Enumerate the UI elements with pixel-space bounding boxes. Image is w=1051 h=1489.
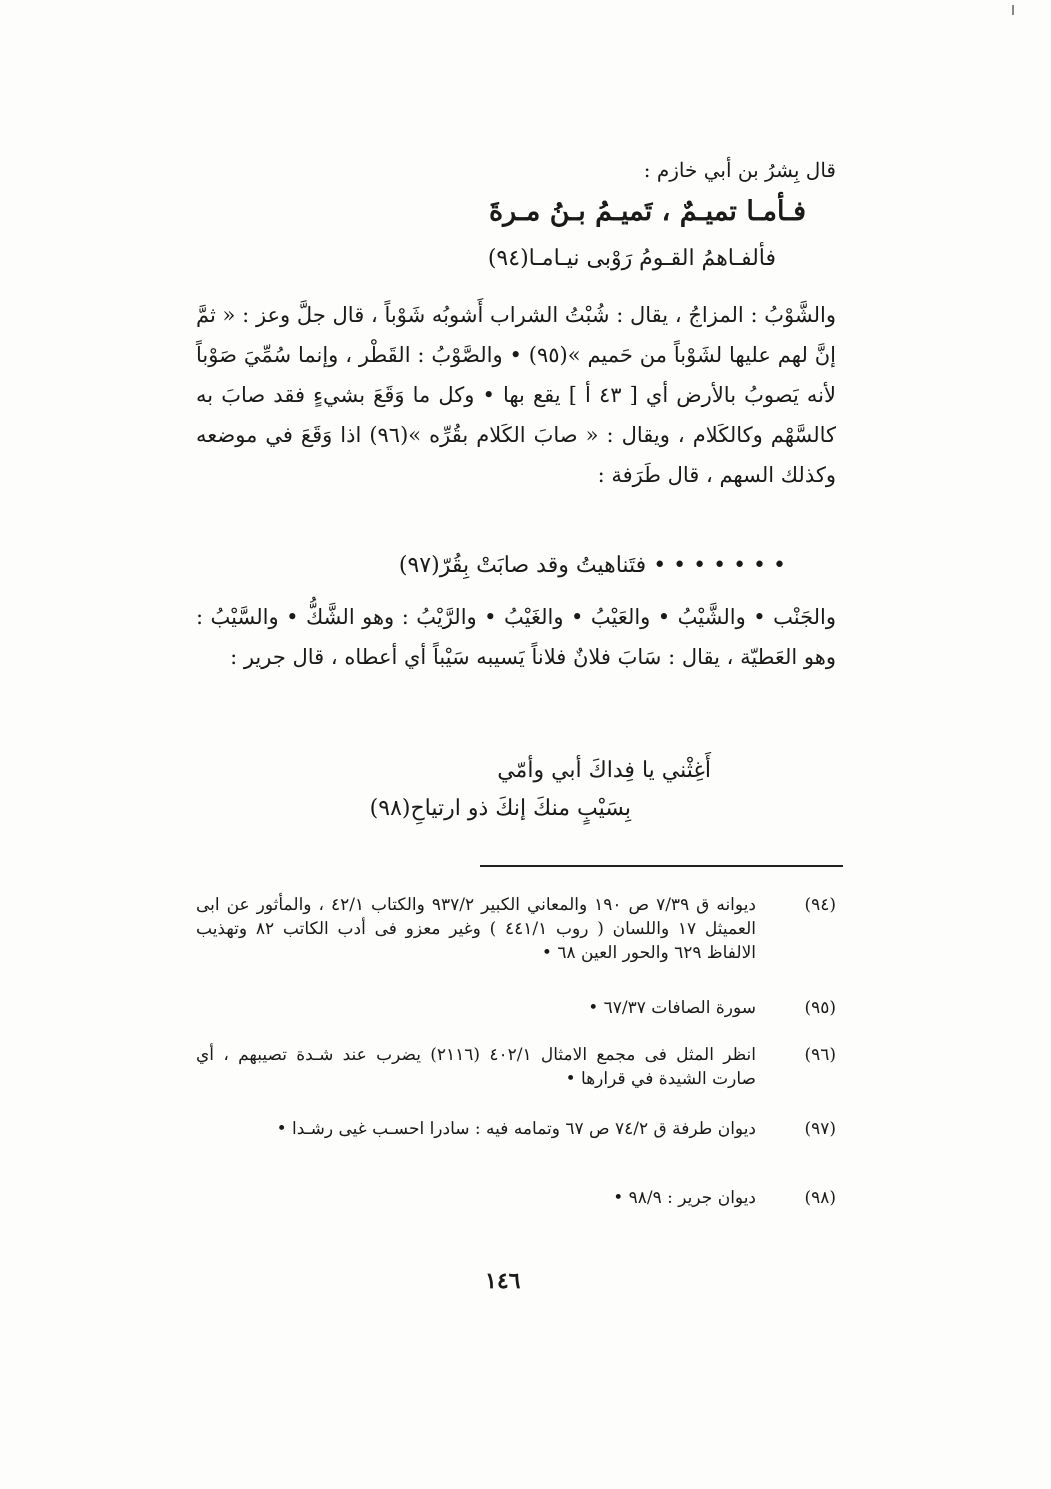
footnote-number: (٩٧) [804,1119,836,1139]
footnote-number: (٩٥) [804,998,836,1018]
footnote-text: ديوان طرفة ق ٧٤/٢ ص ٦٧ وتمامه فيه : سادرا احسـب غيى رشـدا • [276,1119,756,1139]
footnote-98 [196,1186,836,1210]
verse-1-second-hemistich: فألفـاهمُ القـومُ رَوْبى نيـامـا(٩٤) [487,246,776,271]
footnote-number: (٩٤) [804,895,836,915]
page-number: ١٤٦ [485,1268,521,1294]
verse-jarir-second-hemistich: بِسَيْبٍ منكَ إنكَ ذو ارتياحِ(٩٨) [369,796,631,821]
verse-1-first-hemistich: فـأمـا تميـمٌ ، تَميـمُ بـنُ مـرةَ [488,196,806,227]
footnote-text: ديوان جرير : ٩٨/٩ • [613,1188,756,1208]
footnote-97 [196,1117,836,1141]
footnote-number: (٩٨) [804,1188,836,1208]
scan-speck [1012,5,1014,15]
footnote-text: سورة الصافات ٦٧/٣٧ • [588,998,756,1018]
footnote-number: (٩٦) [804,1045,836,1065]
footnote-95 [196,996,836,1020]
footnote-text: انظر المثل فى مجمع الامثال ٤٠٢/١ (٢١١٦) يضرب عند شـدة تصيبهم ، أي صارت الشيدة في قرارها • [196,1045,756,1089]
poet-intro-line: قال بِشرُ بن أبي خازم : [643,158,836,182]
verse-jarir-first-hemistich: أَغِثْني يا فِداكَ أبي وأمّي [497,758,711,783]
footnote-text: ديوانه ق ٧/٣٩ ص ١٩٠ والمعاني الكبير ٩٣٧/٢ والكتاب ٤٢/١ ، والمأثور عن ابى العميثل ١٧ واللسان ( روب ٤٤١/١ ) وغير معزو فى أدب الكاتب ٨٢ وتهذيب الالفاظ ٦٢٩ والحور العين ٦٨ • [196,895,756,963]
verse-tarafa: • • • • • • • فتَناهيتُ وقد صابَتْ بِقُرّ(٩٧) [398,553,786,578]
paragraph-janb: والجَنْب • والشَّيْبُ • والعَيْبُ • والغَيْبُ • والرَّيْبُ : وهو الشَّكُّ • والسَّيْبُ : وهو العَطيّة ، يقال : سَابَ فلانٌ فلاناً يَسيبه سَيْباً أي أعطاه ، قال جرير : [196,605,836,669]
footnote-94 [196,893,836,965]
paragraph-shawb: والشَّوْبُ : المزاجُ ، يقال : شُبْتُ الشراب أَشوبُه شَوْباً ، قال جلَّ وعز : « ثمَّ إنَّ لهم عليها لشَوْباً من حَميم »(٩٥) • والصَّوْبُ : القَطْر ، وإنما سُمِّيَ صَوْباً لأنه يَصوبُ بالأرض أي [ ٤٣ أ ] يقع بها • وكل ما وَقَعَ بشيءٍ فقد صابَ به كالسَّهْم وكالكَلام ، ويقال : « صابَ الكَلام بقُرِّه »(٩٦) اذا وَقَعَ في موضعه وكذلك السهم ، قال طَرَفة : [196,303,836,487]
footnote-96 [196,1043,836,1091]
footnote-divider [480,865,843,867]
